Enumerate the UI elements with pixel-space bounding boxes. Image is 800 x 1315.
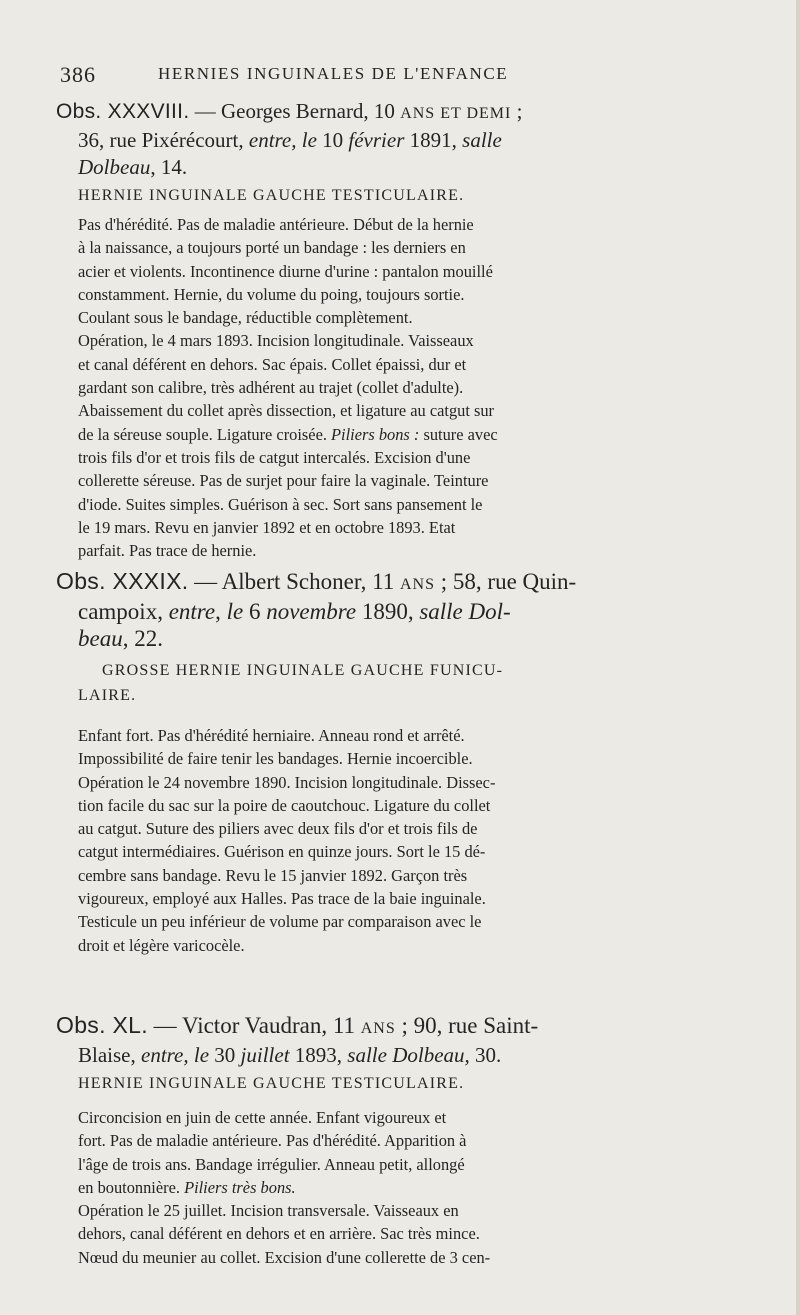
diagnosis-heading: GROSSE HERNIE INGUINALE GAUCHE FUNICU- xyxy=(102,662,504,679)
observation-number: Obs. XXXVIII. xyxy=(56,100,190,123)
observation-header-cont: beau, 22. xyxy=(78,626,163,651)
observation-header-cont: Dolbeau, 14. xyxy=(78,155,188,179)
observation-number: Obs. XL. xyxy=(56,1012,148,1038)
observation-text: Circoncision en juin de cette année. Enfant vigoureux et fort. Pas de maladie antérieure. Pas d'hérédité. Apparition à l'âge de trois ans. Bandage irrégulier. Anneau petit, allongé en boutonnière. Piliers très bons. Opération le 25 juillet. Incision transversale. Vaisseaux en dehors, canal déférent en dehors et en arrière. Sac très mince. Nœud du meunier au collet. Excision d'une collerette de 3 cen- xyxy=(78,1108,491,1267)
observation-text: Pas d'hérédité. Pas de maladie antérieure. Début de la hernie à la naissance, a toujours porté un bandage : les derniers en acier et violents. Incontinence diurne d'urine : pantalon mouillé constamment. Hernie, du volume du poing, toujours sortie. Coulant sous le bandage, réductible complètement. Opération, le 4 mars 1893. Incision longitudinale. Vaisseaux et canal déférent en dehors. Sac épais. Collet épaissi, dur et gardant son calibre, très adhérent au trajet (collet d'adulte). Abaissement du collet après dissection, et ligature au catgut sur de la séreuse souple. Ligature croisée. Piliers bons : suture avec trois fils d'or et trois fils de catgut intercalés. Excision d'une collerette séreuse. Pas de surjet pour faire la vaginale. Teinture d'iode. Suites simples. Guérison à sec. Sort sans pansement le le 19 mars. Revu en janvier 1892 et en octobre 1893. Etat parfait. Pas trace de hernie. xyxy=(78,215,498,561)
observation-header: Obs. XXXIX. — Albert Schoner, 11 ANS ; 58, rue Quin- xyxy=(56,568,577,594)
observation-38 xyxy=(56,98,760,562)
page-number: 386 xyxy=(60,62,96,87)
observation-39 xyxy=(56,568,760,957)
observation-header: Obs. XL. — Victor Vaudran, 11 ANS ; 90, rue Saint- xyxy=(56,1012,539,1038)
observation-number: Obs. XXXIX. xyxy=(56,568,189,594)
observation-header-cont: 36, rue Pixérécourt, entre, le 10 février 1891, salle xyxy=(78,128,502,152)
page-edge xyxy=(796,0,800,1315)
observation-40 xyxy=(56,1012,760,1269)
observation-header: Obs. XXXVIII. — Georges Bernard, 10 ANS ET DEMI ; xyxy=(56,99,523,123)
running-head xyxy=(60,62,760,90)
diagnosis-heading-cont: LAIRE. xyxy=(78,687,137,704)
observation-header-cont: campoix, entre, le 6 novembre 1890, salle Dol- xyxy=(78,599,511,624)
diagnosis-heading: HERNIE INGUINALE GAUCHE TESTICULAIRE. xyxy=(78,1075,465,1092)
diagnosis-heading: HERNIE INGUINALE GAUCHE TESTICULAIRE. xyxy=(78,187,465,204)
observation-header-cont: Blaise, entre, le 30 juillet 1893, salle Dolbeau, 30. xyxy=(78,1043,502,1067)
observation-text: Enfant fort. Pas d'hérédité herniaire. Anneau rond et arrêté. Impossibilité de faire tenir les bandages. Hernie incoercible. Opération le 24 novembre 1890. Incision longitudinale. Dissec- tion facile du sac sur la poire de caoutchouc. Ligature du collet au catgut. Suture des piliers avec deux fils d'or et trois fils de catgut intermédiaires. Guérison en quinze jours. Sort le 15 dé- cembre sans bandage. Revu le 15 janvier 1892. Garçon très vigoureux, employé aux Halles. Pas trace de la baie inguinale. Testicule un peu inférieur de volume par comparaison avec le droit et légère varicocèle. xyxy=(78,726,496,955)
running-title: HERNIES INGUINALES DE L'ENFANCE xyxy=(158,64,509,83)
